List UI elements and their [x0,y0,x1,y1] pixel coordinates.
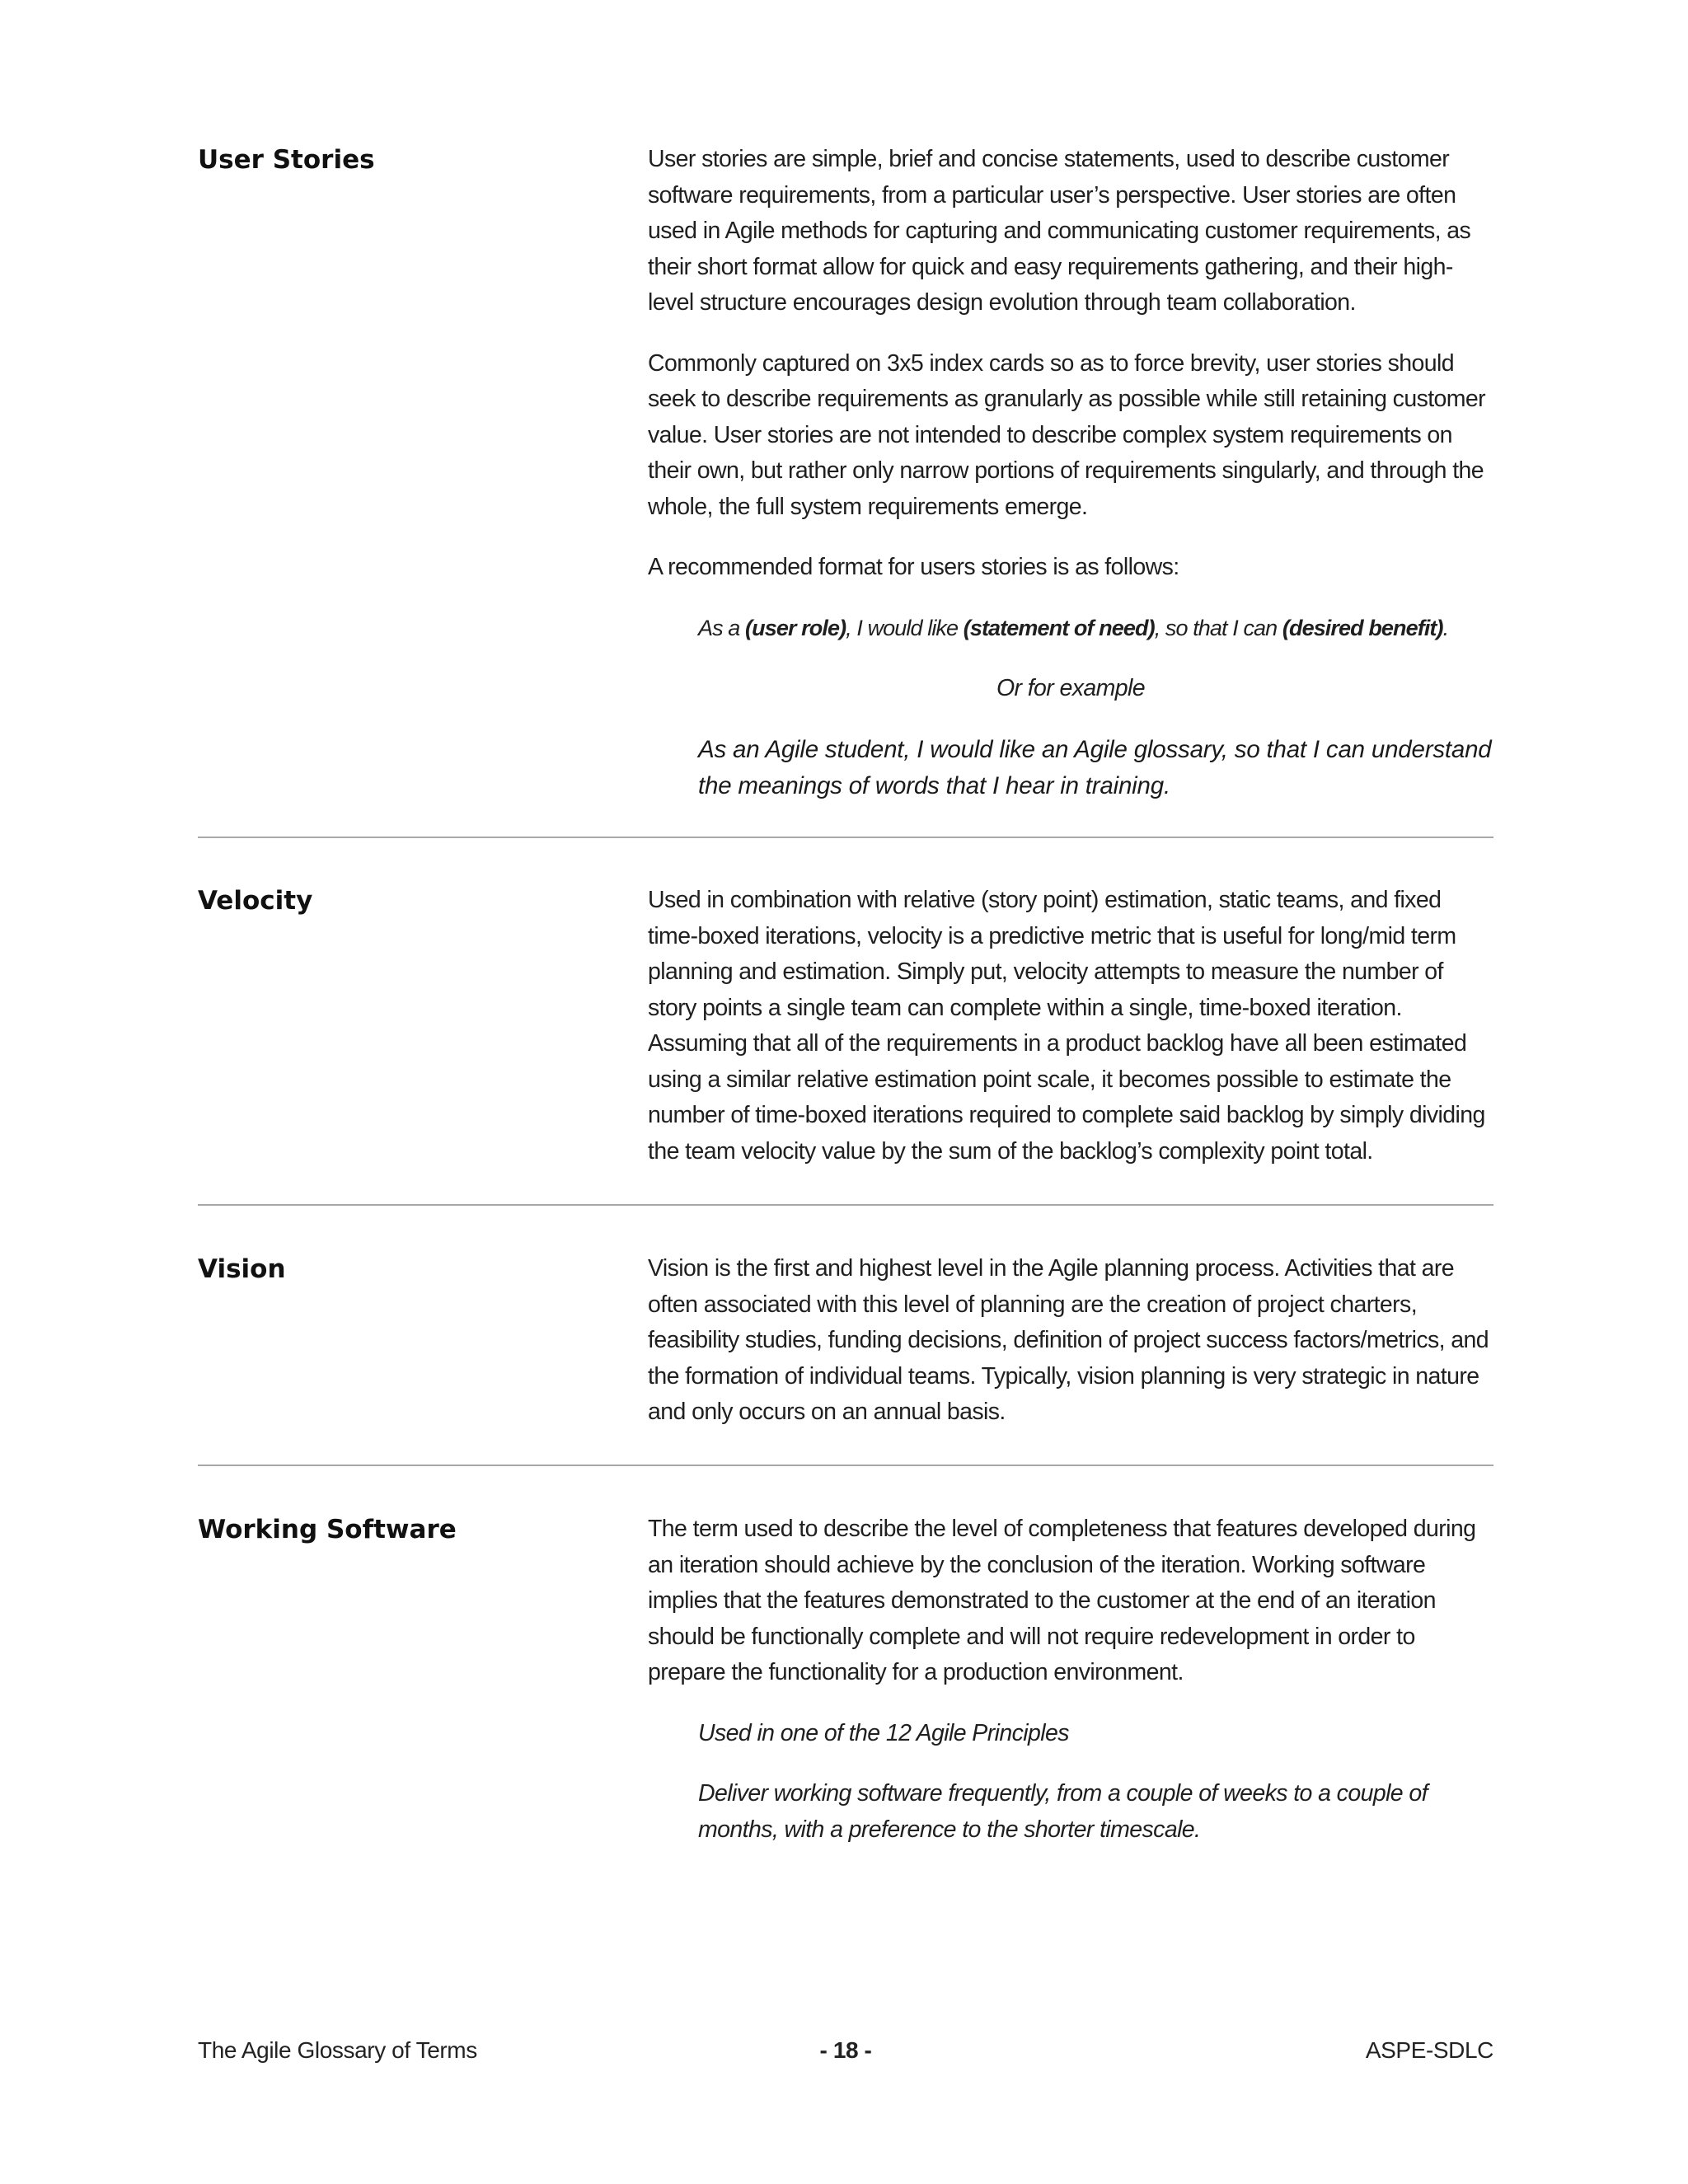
definition-paragraph: Commonly captured on 3x5 index cards so as to force brevity, user stories should seek to describe requirements as granularly as possible while still retaining customer value. User stories are not intended to describe complex system requirements on their own, but rather only narrow portions of requirements singularly, and through the whole, the full system requirements emerge. [648,349,1486,520]
term-heading: User Stories [198,145,375,175]
user-story-format: As a (user role), I would like (statement of need), so that I can (desired benefit). [698,615,1449,640]
definition-paragraph: Vision is the first and highest level in the Agile planning process. Activities that are often associated with this level of planning are the creation of project charters, feasibility studies, funding decisions, definition of project success factors/metrics, and the formation of individual teams. Typically, vision planning is very strategic in nature and only occurs on an annual basis. [648,1255,1489,1425]
format-statement-of-need: (statement of need) [963,615,1155,640]
term-heading: Working Software [198,1515,457,1544]
definition-body [648,1511,1493,1848]
definition-body [648,883,1493,1169]
page-footer [198,2032,1493,2069]
definition-body [648,1251,1493,1431]
page-number: - 18 - [819,2037,872,2063]
divider [198,1204,1493,1206]
principle-note: Used in one of the 12 Agile Principles [698,1719,1069,1746]
definition-paragraph: A recommended format for users stories is as follows: [648,554,1179,580]
footer-publisher: ASPE-SDLC [1365,2037,1493,2063]
footer-document-title: The Agile Glossary of Terms [198,2037,477,2063]
definition-body [648,142,1493,804]
agile-principle-quote: Deliver working software frequently, from a couple of weeks to a couple of months, with a preference to the shorter timescale. [698,1780,1428,1843]
term-heading: Vision [198,1254,286,1284]
definition-paragraph: The term used to describe the level of completeness that features developed during an iteration should achieve by the conclusion of the iteration. Working software implies that the features demonstrated to the customer at the end of an iteration should be functionally complete and will not require redevelopment in order to prepare the functionality for a production environment. [648,1516,1476,1685]
definition-paragraph: User stories are simple, brief and concise statements, used to describe customer software requirements, from a particular user’s perspective. User stories are often used in Agile methods for capturing and communicating customer requirements, as their short format allow for quick and easy requirements gathering, and their high-level structure encourages design evolution through team collaboration. [648,146,1471,316]
divider [198,837,1493,838]
definition-paragraph: Used in combination with relative (story point) estimation, static teams, and fixed time-boxed iterations, velocity is a predictive metric that is useful for long/mid term planning and estimation. Simply put, velocity attempts to measure the number of story points a single team can complete within a single, time-boxed iteration. Assuming that all of the requirements in a product backlog have all been estimated using a similar relative estimation point scale, it becomes possible to estimate the number of time-boxed iterations required to complete said backlog by simply dividing the team velocity value by the sum of the backlog’s complexity point total. [648,887,1485,1165]
term-heading: Velocity [198,886,313,916]
format-desired-benefit: (desired benefit) [1282,615,1443,640]
user-story-example: As an Agile student, I would like an Agile glossary, so that I can understand the meanings of words that I hear in training. [698,735,1492,799]
format-user-role: (user role) [745,615,846,640]
divider [198,1465,1493,1466]
or-for-example: Or for example [996,675,1146,701]
